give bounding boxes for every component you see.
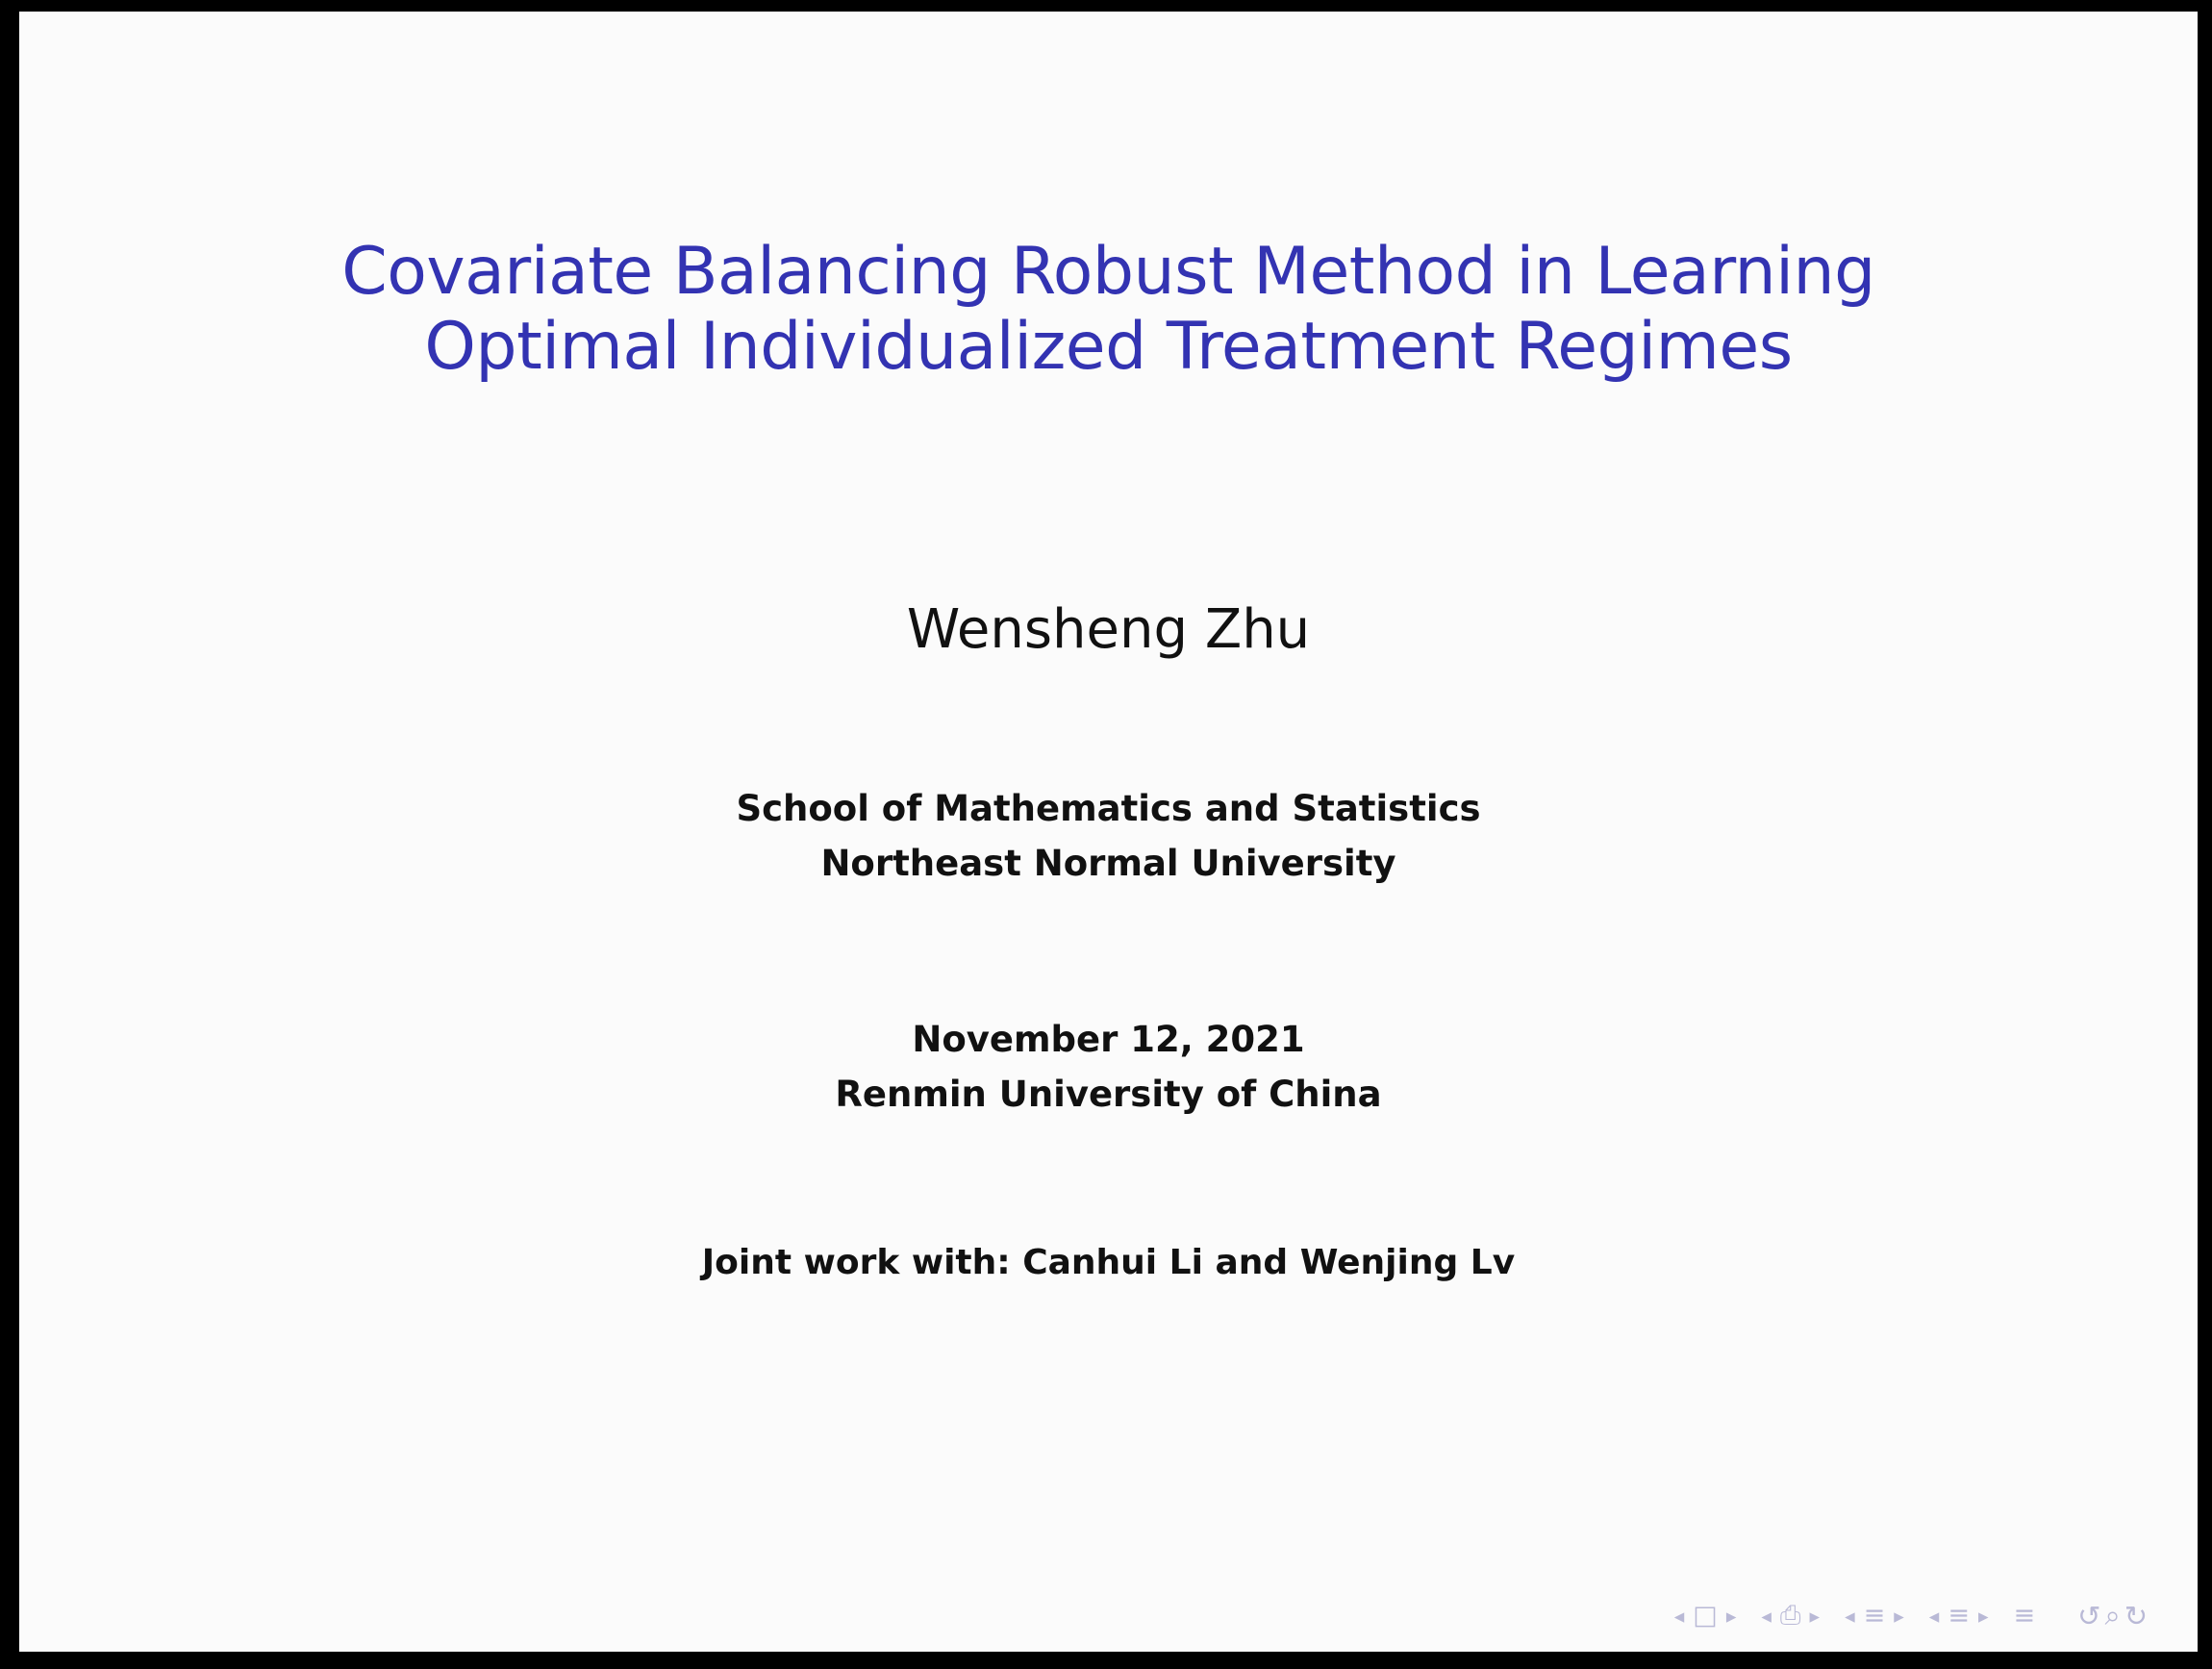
chevron-right-icon[interactable]: ▸ <box>1894 1604 1904 1628</box>
undo-icon[interactable]: ↺ <box>2077 1599 2101 1632</box>
chevron-left-icon[interactable]: ◂ <box>1761 1604 1772 1628</box>
affiliation-line-2: Northeast Normal University <box>820 843 1396 885</box>
presentation-slide <box>19 12 2198 1652</box>
subsection-nav-icon[interactable]: ≡ <box>1863 1601 1886 1631</box>
title-line-2: Optimal Individualized Treatment Regimes <box>424 309 1793 386</box>
chevron-right-icon[interactable]: ▸ <box>1725 1604 1737 1628</box>
affiliation <box>19 781 2198 892</box>
nav-page-group[interactable] <box>1761 1603 1820 1629</box>
chevron-left-icon[interactable]: ◂ <box>1673 1604 1685 1628</box>
page-title <box>19 235 2198 385</box>
page-back-icon[interactable]: ⎙ <box>1779 1601 1801 1631</box>
nav-history-group[interactable] <box>2077 1599 2148 1632</box>
search-icon[interactable]: ⌕ <box>2104 1599 2121 1631</box>
document-end-icon[interactable]: ≡ <box>2013 1601 2036 1631</box>
presentation-date: November 12, 2021 <box>912 1019 1305 1060</box>
beamer-navigation-bar[interactable] <box>1674 1599 2148 1632</box>
event-info <box>19 1012 2198 1123</box>
chevron-left-icon[interactable]: ◂ <box>1928 1604 1940 1628</box>
nav-first-slide-group[interactable] <box>1674 1603 1737 1629</box>
nav-subsection-group[interactable] <box>1845 1603 1904 1629</box>
redo-icon[interactable]: ↻ <box>2124 1599 2148 1632</box>
chevron-right-icon[interactable]: ▸ <box>1809 1604 1821 1628</box>
presentation-venue: Renmin University of China <box>835 1074 1382 1116</box>
author-name: Wensheng Zhu <box>906 598 1311 661</box>
section-nav-icon[interactable]: ≡ <box>1948 1601 1970 1631</box>
affiliation-line-1: School of Mathematics and Statistics <box>736 788 1481 829</box>
title-line-1: Covariate Balancing Robust Method in Learning <box>341 234 1875 310</box>
nav-section-group[interactable] <box>1929 1603 1989 1629</box>
square-frame-icon[interactable]: □ <box>1693 1601 1718 1631</box>
chevron-left-icon[interactable]: ◂ <box>1845 1604 1855 1628</box>
chevron-right-icon[interactable]: ▸ <box>1977 1604 1989 1628</box>
joint-work-note: Joint work with: Canhui Li and Wenjing Lv <box>701 1243 1516 1282</box>
nav-document-group[interactable] <box>2014 1603 2036 1629</box>
